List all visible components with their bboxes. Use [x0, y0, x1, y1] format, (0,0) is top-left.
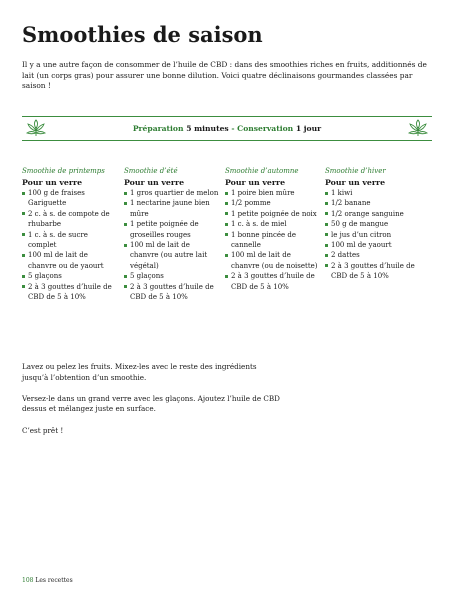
ingredient-item: 1 kiwi	[325, 188, 421, 198]
ingredient-item: 5 glaçons	[22, 271, 118, 281]
intro-paragraph: Il y a une autre façon de consommer de l’huile de CBD : dans des smoothies riches en fruits, additionnés de lait (un corps gras) pour assurer une bonne dilution. Voici quatre déclinaisons gourmandes classées par saison !	[22, 60, 427, 91]
ingredient-item: 1/2 banane	[325, 198, 421, 208]
ingredient-item: 1/2 orange sanguine	[325, 209, 421, 219]
prep-value: 5 minutes	[186, 124, 229, 133]
ingredient-item: 100 ml de lait de chanvre ou de yaourt	[22, 250, 118, 271]
footer-section: Les recettes	[35, 577, 73, 584]
ingredient-item: 1 petite poignée de noix	[225, 209, 321, 219]
ingredient-item: 100 ml de lait de chanvre (ou de noisette)	[225, 250, 321, 271]
ingredient-item: 2 c. à s. de compote de rhubarbe	[22, 209, 118, 230]
ingredient-item: 2 dattes	[325, 250, 421, 260]
instruction-step: C’est prêt !	[22, 425, 64, 435]
serving-label: Pour un verre	[22, 178, 83, 187]
prep-banner	[22, 116, 432, 141]
ingredient-item: 2 à 3 gouttes d’huile de CBD de 5 à 10%	[225, 271, 321, 292]
recipe-autumn	[225, 166, 321, 292]
page-footer	[22, 577, 73, 584]
ingredient-item: 2 à 3 gouttes d’huile de CBD de 5 à 10%	[325, 261, 421, 282]
ingredient-item: 1/2 pomme	[225, 198, 321, 208]
ingredient-list	[124, 188, 220, 302]
instructions	[22, 362, 282, 447]
ingredient-item: 100 ml de lait de chanvre (ou autre lait végétal)	[124, 240, 220, 271]
ingredient-item: 1 gros quartier de melon	[124, 188, 220, 198]
ingredient-item: 2 à 3 gouttes d’huile de CBD de 5 à 10%	[22, 282, 118, 303]
ingredient-item: 100 g de fraises Gariguette	[22, 188, 118, 209]
recipe-title: Smoothie d’hiver	[325, 167, 386, 175]
recipe-spring	[22, 166, 118, 302]
recipe-title: Smoothie de printemps	[22, 167, 105, 175]
prep-info	[133, 124, 321, 133]
conservation-value: 1 jour	[295, 124, 322, 133]
ingredient-list	[325, 188, 421, 282]
serving-label: Pour un verre	[225, 178, 286, 187]
ingredient-list	[22, 188, 118, 302]
recipe-summer	[124, 166, 220, 302]
cannabis-leaf-icon	[407, 119, 429, 139]
ingredient-item: 2 à 3 gouttes d’huile de CBD de 5 à 10%	[124, 282, 220, 303]
serving-label: Pour un verre	[124, 178, 185, 187]
ingredient-item: 1 c. à s. de sucre complet	[22, 230, 118, 251]
recipe-title: Smoothie d’été	[124, 167, 178, 175]
conservation-label: Conservation	[237, 124, 294, 133]
instruction-step: Lavez ou pelez les fruits. Mixez-les avec le reste des ingrédients jusqu’à l’obtention d’un smoothie.	[22, 362, 257, 382]
prep-label: Préparation	[132, 124, 184, 133]
ingredient-item: 5 glaçons	[124, 271, 220, 281]
ingredient-item: 1 c. à s. de miel	[225, 219, 321, 229]
page-title: Smoothies de saison	[22, 22, 263, 47]
ingredient-item: 100 ml de yaourt	[325, 240, 421, 250]
ingredient-item: 1 bonne pincée de cannelle	[225, 230, 321, 251]
ingredient-item: 50 g de mangue	[325, 219, 421, 229]
ingredient-item: 1 poire bien mûre	[225, 188, 321, 198]
serving-label: Pour un verre	[325, 178, 386, 187]
ingredient-list	[225, 188, 321, 292]
ingredient-item: le jus d’un citron	[325, 230, 421, 240]
page-number: 108	[22, 577, 34, 584]
ingredient-item: 1 nectarine jaune bien mûre	[124, 198, 220, 219]
banner-separator: -	[228, 124, 238, 133]
cannabis-leaf-icon	[25, 119, 47, 139]
ingredient-item: 1 petite poignée de groseilles rouges	[124, 219, 220, 240]
instruction-step: Versez-le dans un grand verre avec les glaçons. Ajoutez l’huile de CBD dessus et mélangez juste en surface.	[22, 393, 280, 414]
recipe-title: Smoothie d’automne	[225, 167, 299, 175]
recipe-winter	[325, 166, 421, 282]
